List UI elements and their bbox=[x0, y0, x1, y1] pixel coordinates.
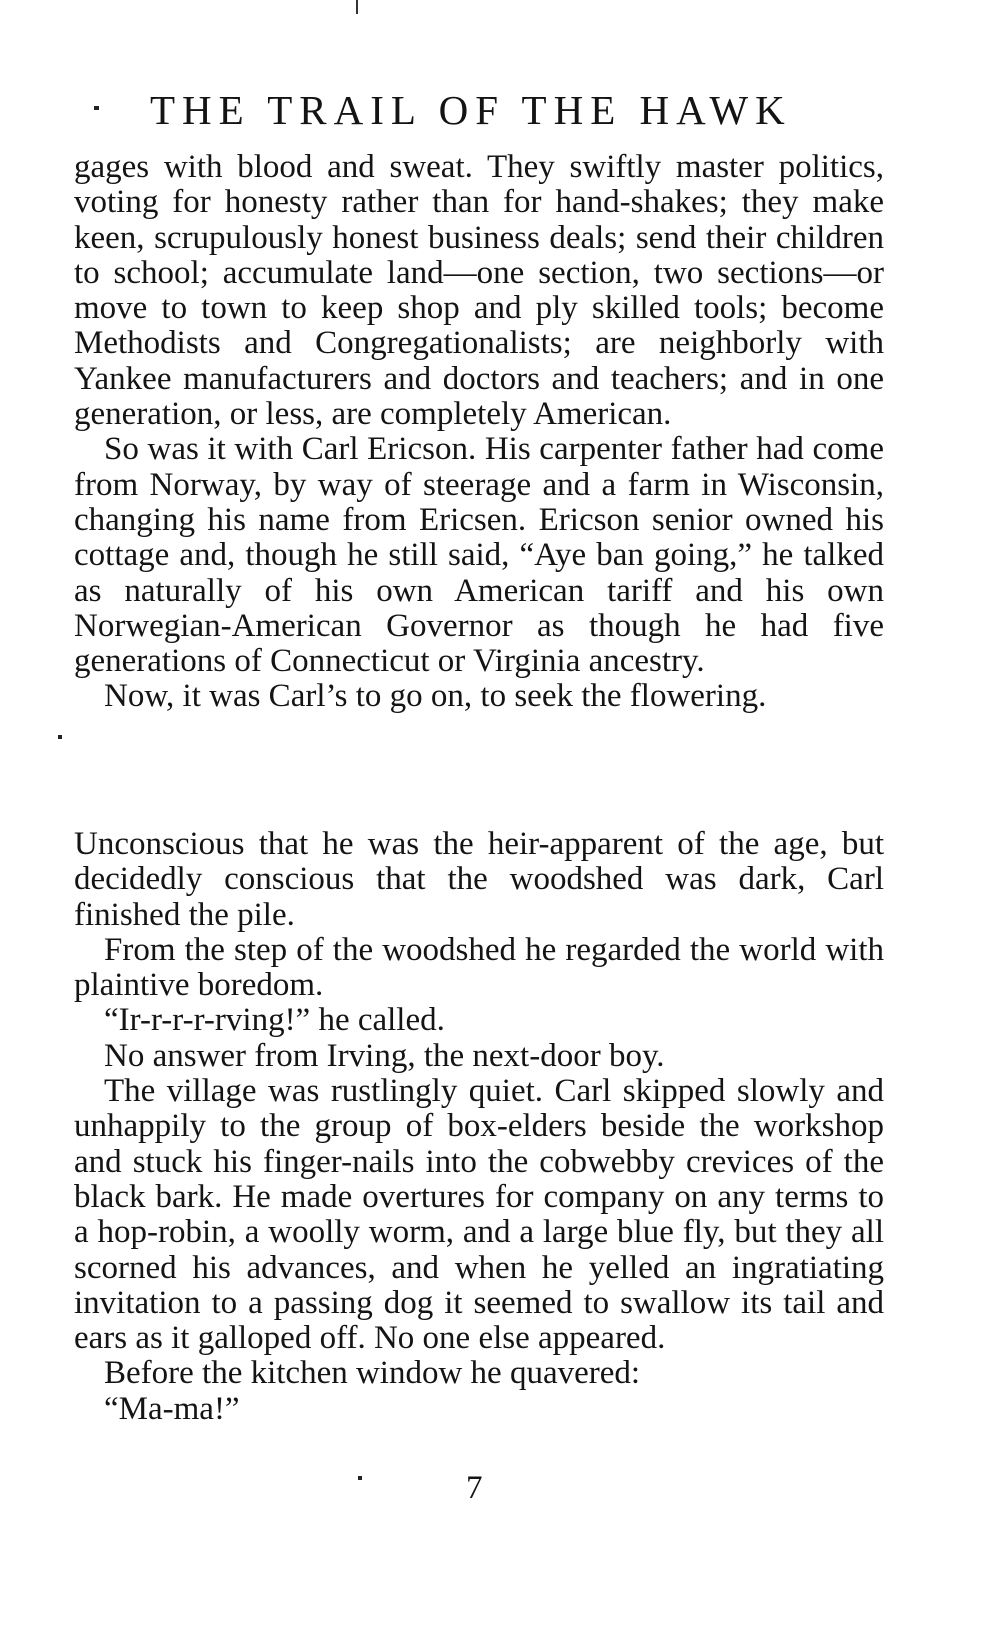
paragraph: Now, it was Carl’s to go on, to seek the flowering. bbox=[104, 678, 767, 715]
print-speck bbox=[58, 735, 62, 739]
paragraph: From the step of the woodshed he regarded the world with plaintive boredom. bbox=[74, 931, 884, 1004]
text-block-lower bbox=[74, 827, 884, 1427]
paragraph: “Ma-ma!” bbox=[104, 1390, 240, 1427]
page-number: 7 bbox=[466, 1470, 483, 1506]
print-speck bbox=[94, 106, 99, 110]
running-head: THE TRAIL OF THE HAWK bbox=[150, 87, 792, 133]
paragraph: The village was rustlingly quiet. Carl skipped slowly and unhappily to the group of box-elders beside the workshop and stuck his finger-nails into the cobwebby crevices of the black bark. He made overtures for company on any terms to a hop-robin, a woolly worm, and a large blue fly, but they all scorned his advances, and when he yelled an ingratiating invitation to a passing dog it seemed to swallow its tail and ears as it galloped off. No one else appeared. bbox=[74, 1073, 884, 1357]
paragraph: No answer from Irving, the next-door boy. bbox=[104, 1037, 665, 1074]
print-speck bbox=[358, 1476, 362, 1480]
paragraph: gages with blood and sweat. They swiftly master politics, voting for honesty rather than for hand-shakes; they make keen, scrupulously honest business deals; send their children to school; accumulate land—one section, two sections—or move to town to keep shop and ply skilled tools; become Methodists and Congregationalists; are neighborly with Yankee manufacturers and doctors and teachers; and in one generation, or less, are completely American. bbox=[74, 149, 884, 433]
text-block-upper bbox=[74, 150, 884, 715]
paragraph: “Ir-r-r-r-rving!” he called. bbox=[104, 1002, 445, 1039]
paragraph: So was it with Carl Ericson. His carpenter father had come from Norway, by way of steerage and a farm in Wisconsin, changing his name from Ericsen. Ericson senior owned his cottage and, though he still said, “Aye ban going,” he talked as naturally of his own American tariff and his own Norwegian-American Governor as though he had five generations of Connecticut or Virginia ancestry. bbox=[74, 431, 884, 680]
paragraph: Before the kitchen window he quavered: bbox=[104, 1355, 641, 1392]
paragraph: Unconscious that he was the heir-apparent of the age, but decidedly conscious that the woodshed was dark, Carl finished the pile. bbox=[74, 826, 884, 933]
print-mark bbox=[356, 0, 358, 14]
